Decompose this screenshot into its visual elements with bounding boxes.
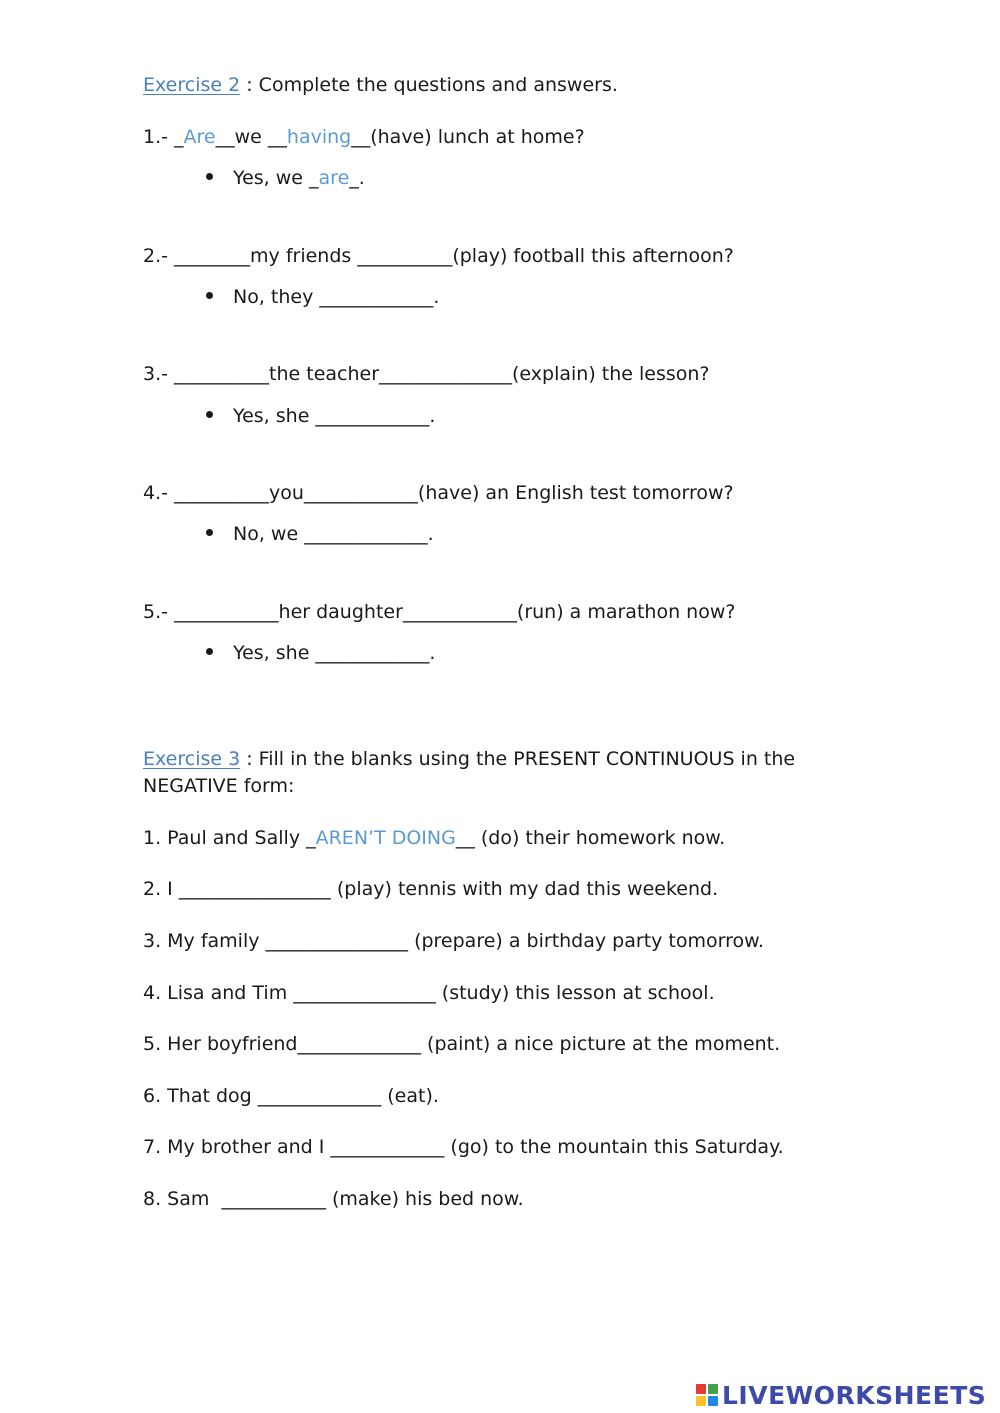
question-3: 3.- __________the teacher______________(explain) the lesson? bbox=[143, 363, 710, 385]
question-1: 1.- _Are__we __having__(have) lunch at home? bbox=[143, 126, 585, 148]
answer-field-s1[interactable]: AREN’T DOING bbox=[315, 827, 456, 849]
bullet-icon bbox=[206, 173, 213, 180]
question-4: 4.- __________you____________(have) an English test tomorrow? bbox=[143, 482, 734, 504]
exercise-3-heading: Exercise 3 : Fill in the blanks using the PRESENT CONTINUOUS in the bbox=[143, 748, 796, 770]
sentence-4: 4. Lisa and Tim _______________ (study) this lesson at school. bbox=[143, 982, 715, 1004]
answer-field-1a[interactable]: Are bbox=[183, 126, 216, 148]
sentence-2: 2. I ________________ (play) tennis with my dad this weekend. bbox=[143, 878, 719, 900]
sentence-7: 7. My brother and I ____________ (go) to the mountain this Saturday. bbox=[143, 1136, 784, 1158]
sentence-3: 3. My family _______________ (prepare) a birthday party tomorrow. bbox=[143, 930, 764, 952]
answer-3: Yes, she ____________. bbox=[206, 403, 435, 429]
sentence-5: 5. Her boyfriend_____________ (paint) a nice picture at the moment. bbox=[143, 1033, 781, 1055]
exercise-2-link[interactable]: Exercise 2 bbox=[143, 74, 241, 96]
sentence-8: 8. Sam ___________ (make) his bed now. bbox=[143, 1188, 524, 1210]
answer-field-1b[interactable]: having bbox=[286, 126, 352, 148]
bullet-icon bbox=[206, 292, 213, 299]
exercise-3-heading-line2: NEGATIVE form: bbox=[143, 775, 295, 797]
question-2: 2.- ________my friends __________(play) football this afternoon? bbox=[143, 245, 734, 267]
liveworksheets-logo bbox=[696, 1378, 986, 1412]
question-5: 5.- ___________her daughter____________(run) a marathon now? bbox=[143, 601, 736, 623]
liveworksheets-logo-icon bbox=[696, 1384, 718, 1406]
bullet-icon bbox=[206, 648, 213, 655]
liveworksheets-logo-text: LIVEWORKSHEETS bbox=[722, 1380, 987, 1410]
answer-4: No, we _____________. bbox=[206, 521, 434, 547]
bullet-icon bbox=[206, 529, 213, 536]
bullet-icon bbox=[206, 411, 213, 418]
answer-2: No, they ____________. bbox=[206, 284, 439, 310]
exercise-3-link[interactable]: Exercise 3 bbox=[143, 748, 241, 770]
exercise-2-heading: Exercise 2 : Complete the questions and answers. bbox=[143, 74, 618, 96]
answer-field-1c[interactable]: are bbox=[318, 167, 350, 189]
sentence-6: 6. That dog _____________ (eat). bbox=[143, 1085, 439, 1107]
answer-5: Yes, she ____________. bbox=[206, 640, 435, 666]
answer-1: Yes, we _are_. bbox=[206, 165, 365, 191]
sentence-1: 1. Paul and Sally _AREN’T DOING__ (do) their homework now. bbox=[143, 827, 726, 849]
